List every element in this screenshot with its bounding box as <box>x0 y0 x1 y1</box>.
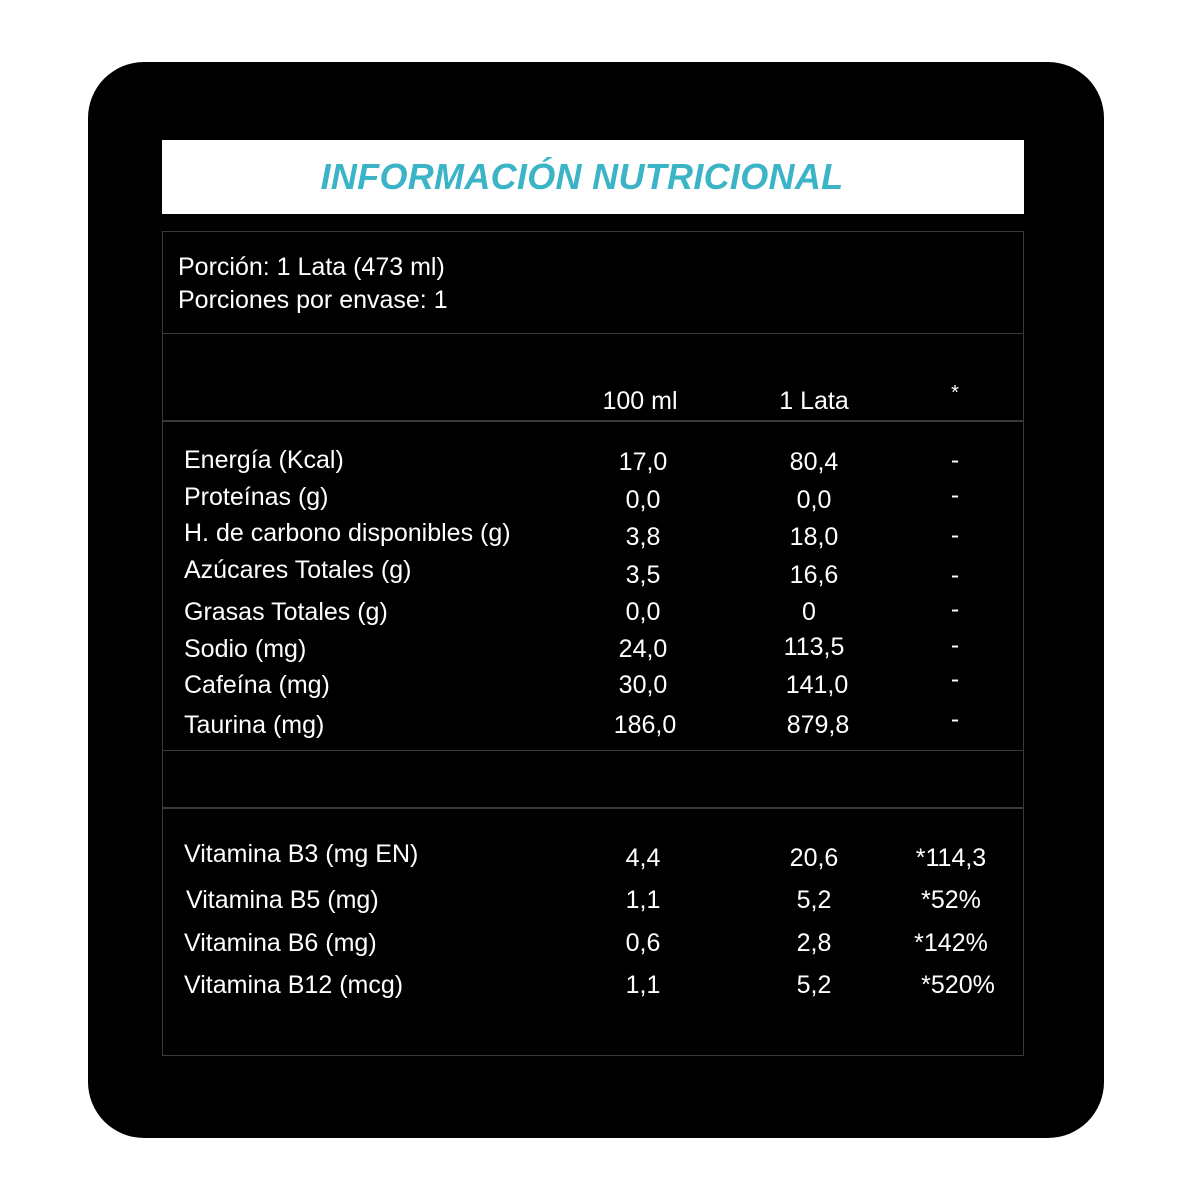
vitamin-name: Vitamina B12 (mcg) <box>184 971 404 999</box>
nutrient-per100: 17,0 <box>618 448 668 476</box>
portion-section <box>162 231 1024 334</box>
nutrient-name: Sodio (mg) <box>184 635 307 663</box>
vitamin-name: Vitamina B3 (mg EN) <box>184 840 419 868</box>
title-banner <box>162 140 1024 214</box>
vitamin-per100: 4,4 <box>625 844 661 872</box>
vitamin-name: Vitamina B5 (mg) <box>186 886 379 914</box>
nutrient-pct: - <box>950 521 960 549</box>
column-header-section <box>162 334 1024 421</box>
nutrient-per100: 3,5 <box>625 561 661 589</box>
nutrient-per100: 0,0 <box>625 486 661 514</box>
header-per-can: 1 Lata <box>779 387 849 415</box>
nutrient-per-can: 879,8 <box>786 711 850 739</box>
nutrient-name: Energía (Kcal) <box>184 446 344 474</box>
nutrient-per100: 30,0 <box>618 671 668 699</box>
nutrient-per100: 186,0 <box>613 711 677 739</box>
nutrient-pct: - <box>950 705 960 733</box>
vitamin-pct: *114,3 <box>915 844 987 872</box>
nutrient-name: Grasas Totales (g) <box>184 598 388 626</box>
nutrient-pct: - <box>950 631 960 659</box>
portion-size: Porción: 1 Lata (473 ml) <box>178 253 445 281</box>
page-title: INFORMACIÓN NUTRICIONAL <box>320 156 844 197</box>
nutrient-name: Azúcares Totales (g) <box>184 556 412 584</box>
nutrient-per-can: 0,0 <box>796 486 832 514</box>
nutrient-name: Proteínas (g) <box>184 483 329 511</box>
nutrient-pct: - <box>950 561 960 589</box>
nutrient-per100: 3,8 <box>625 523 661 551</box>
nutrient-name: Taurina (mg) <box>184 711 325 739</box>
nutrient-per100: 24,0 <box>618 635 668 663</box>
vitamin-per-can: 5,2 <box>796 971 832 999</box>
vitamin-name: Vitamina B6 (mg) <box>184 929 377 957</box>
vitamin-per100: 1,1 <box>625 971 661 999</box>
nutrient-pct: - <box>950 481 960 509</box>
nutrient-per-can: 18,0 <box>789 523 839 551</box>
nutrient-per-can: 80,4 <box>789 448 839 476</box>
nutrient-per-can: 16,6 <box>789 561 839 589</box>
nutrient-per-can: 0 <box>802 598 816 626</box>
servings-per-container: Porciones por envase: 1 <box>178 286 448 314</box>
nutrient-per-can: 141,0 <box>785 671 849 699</box>
spacer-section <box>162 751 1024 808</box>
header-percent: * <box>951 382 959 404</box>
nutrient-pct: - <box>950 446 960 474</box>
vitamin-pct: *52% <box>921 886 981 914</box>
nutrient-name: H. de carbono disponibles (g) <box>184 519 511 547</box>
header-per-100ml: 100 ml <box>602 387 678 415</box>
nutrient-pct: - <box>950 665 960 693</box>
vitamin-pct: *520% <box>921 971 995 999</box>
vitamin-per100: 1,1 <box>625 886 661 914</box>
vitamin-per-can: 20,6 <box>789 844 839 872</box>
vitamin-per-can: 2,8 <box>796 929 832 957</box>
nutrient-name: Cafeína (mg) <box>184 671 330 699</box>
vitamin-pct: *142% <box>914 929 988 957</box>
vitamin-per100: 0,6 <box>625 929 661 957</box>
nutrient-per-can: 113,5 <box>783 633 845 661</box>
vitamin-per-can: 5,2 <box>796 886 832 914</box>
nutrient-pct: - <box>950 595 960 623</box>
nutrient-per100: 0,0 <box>625 598 661 626</box>
